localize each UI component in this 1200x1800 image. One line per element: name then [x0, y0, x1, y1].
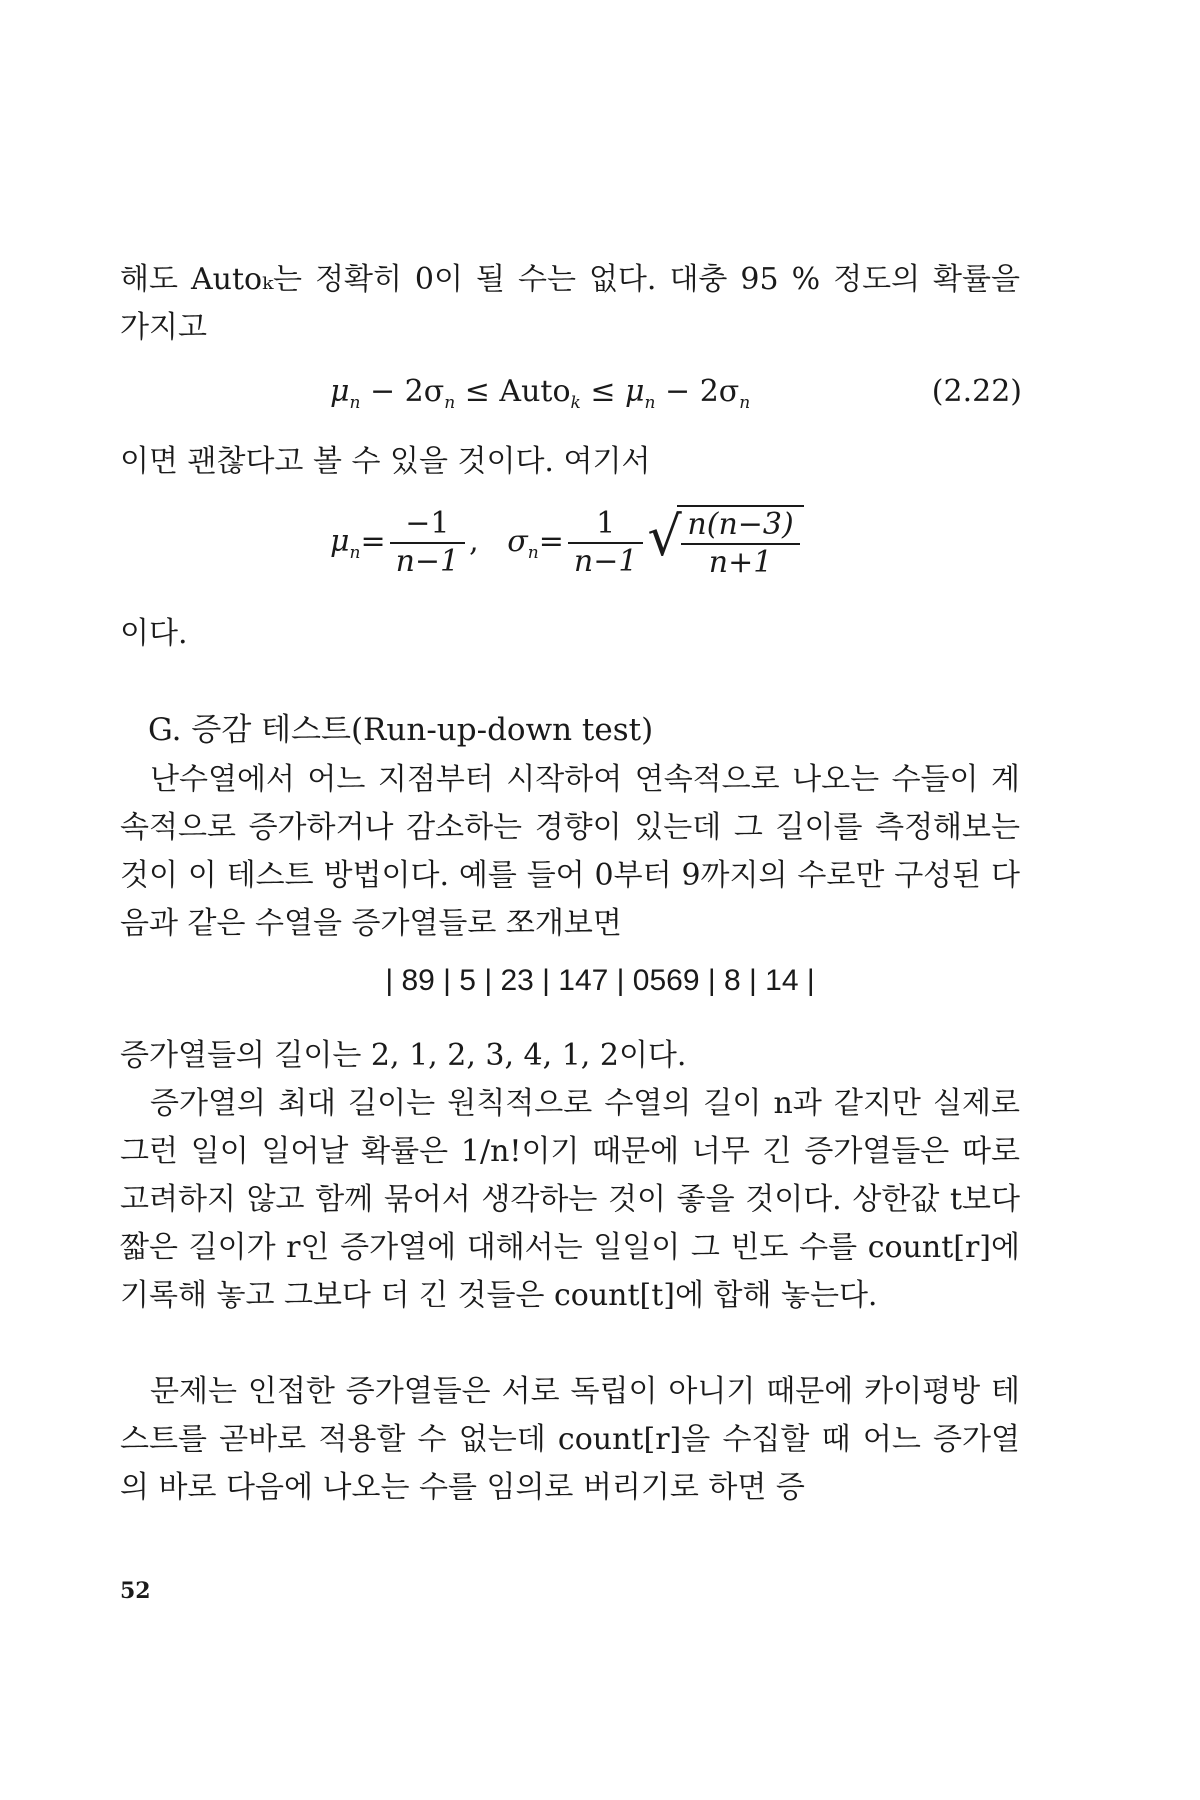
paragraph-lengths: 증가열들의 길이는 2, 1, 2, 3, 4, 1, 2이다. [120, 1038, 687, 1073]
fraction-sigma: $\frac{1}{n-1}$ [568, 506, 644, 580]
square-root: √ $\frac{n(n-3)}{n+1}$ [647, 505, 803, 581]
paragraph-intro: 해도 Autoₖ는 정확히 0이 될 수는 없다. 대충 95 % 정도의 확률을 가지고 [120, 262, 1020, 345]
page-number: 52 [120, 1578, 151, 1604]
paragraph-end: 이다. [120, 616, 188, 651]
equation-mu-sigma: $\mu_n=$ $\frac{-1}{n-1}$ , $\sigma_n=$ $\frac{1}{n-1}$ √ $\frac{n(n-3)}{n+1}$ [330, 505, 804, 581]
paragraph-condition: 이면 괜찮다고 볼 수 있을 것이다. 여기서 [120, 444, 651, 479]
sequence-example: | 89 | 5 | 23 | 147 | 0569 | 8 | 14 | [385, 964, 815, 997]
fraction-mu: $\frac{-1}{n-1}$ [390, 506, 466, 580]
paragraph-max-length: 증가열의 최대 길이는 원칙적으로 수열의 길이 n과 같지만 실제로 그런 일이 일어날 확률은 1/n!이기 때문에 너무 긴 증가열들은 따로 고려하지 않고 함께 묶어서 생각하는 것이 좋을 것이다. 상한값 t보다 짧은 길이가 r인 증가열에 대해서는 일일이 그 빈도 수를 count[r]에 기록해 놓고 그보다 더 긴 것들은 count[t]에 합해 놓는다. [120, 1086, 1020, 1313]
paragraph-problem: 문제는 인접한 증가열들은 서로 독립이 아니기 때문에 카이평방 테스트를 곧바로 적용할 수 없는데 count[r]을 수집할 때 어느 증가열의 바로 다음에 나오는 수를 임의로 버리기로 하면 증 [120, 1374, 1020, 1505]
section-heading: G. 증감 테스트(Run-up-down test) [148, 712, 654, 748]
equation-2-22: $\mu_n - 2\sigma_n$ ≤ Auto$_k$ ≤ $\mu_n - 2\sigma_n$ [330, 374, 751, 413]
equation-number: (2.22) [931, 374, 1022, 409]
paragraph-description: 난수열에서 어느 지점부터 시작하여 연속적으로 나오는 수들이 계속적으로 증가하거나 감소하는 경향이 있는데 그 길이를 측정해보는 것이 이 테스트 방법이다. 예를 들어 0부터 9까지의 수로만 구성된 다음과 같은 수열을 증가열들로 쪼개보면 [120, 762, 1020, 941]
